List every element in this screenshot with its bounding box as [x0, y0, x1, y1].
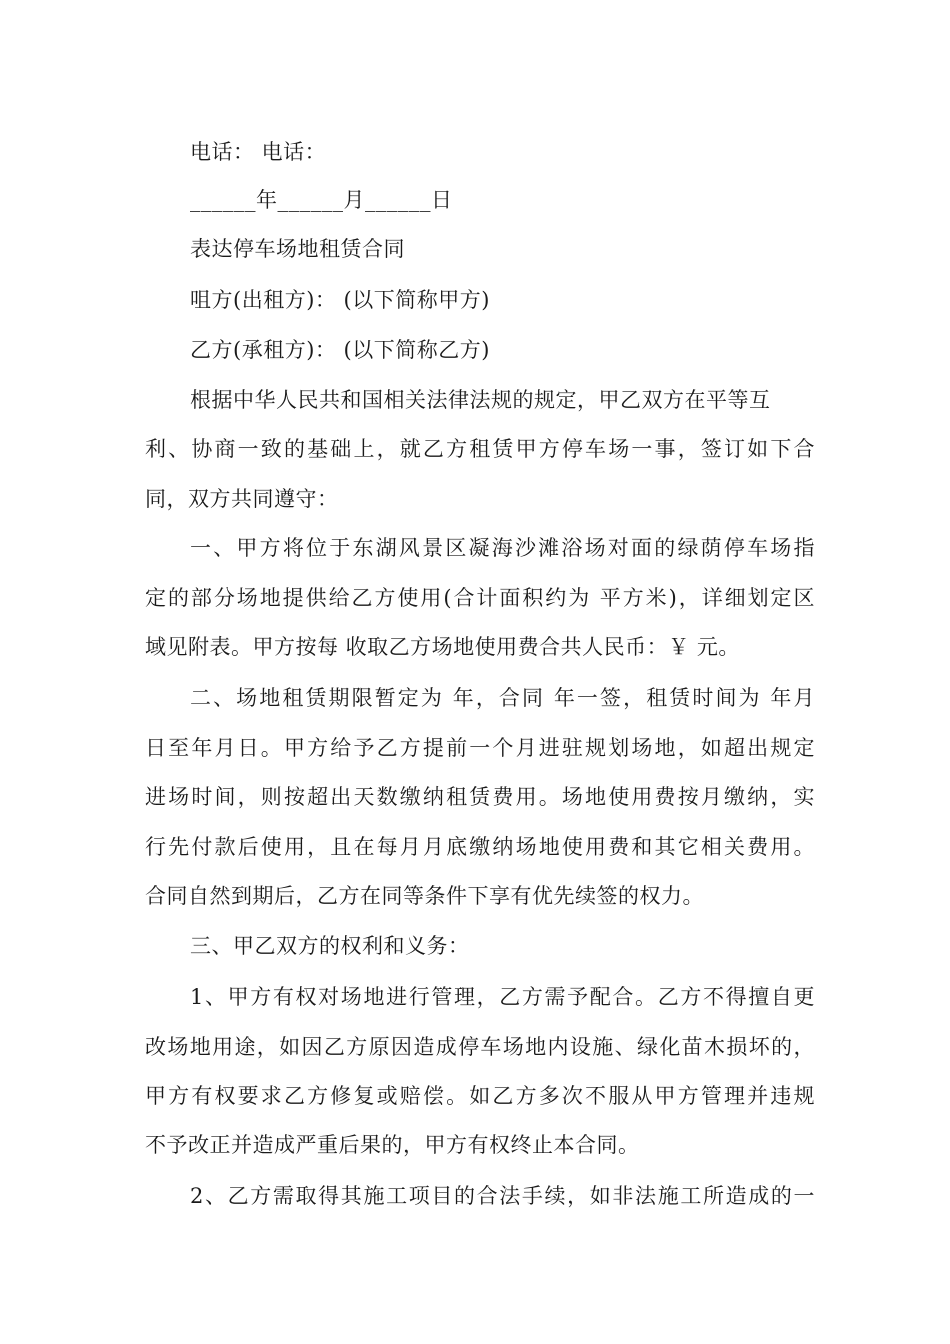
paragraph-line: 利、协商一致的基础上，就乙方租赁甲方停车场一事，签订如下合	[145, 437, 815, 461]
paragraph-line: 进场时间，则按超出天数缴纳租赁费用。场地使用费按月缴纳，实	[145, 785, 815, 809]
paragraph-line: 日至年月日。甲方给予乙方提前一个月进驻规划场地，如超出规定	[145, 736, 815, 760]
paragraph-line: 域见附表。甲方按每 收取乙方场地使用费合共人民币：￥ 元。	[145, 635, 740, 659]
paragraph-line: 改场地用途，如因乙方原因造成停车场地内设施、绿化苗木损坏的，	[145, 1035, 815, 1059]
phone-line: 电话： 电话：	[190, 140, 327, 164]
paragraph-line: 合同自然到期后，乙方在同等条件下享有优先续签的权力。	[145, 884, 704, 908]
paragraph-line: 行先付款后使用，且在每月月底缴纳场地使用费和其它相关费用。	[145, 835, 815, 859]
party-b-line: 乙方(承租方)： (以下简称乙方)	[190, 338, 490, 362]
date-line: ______年______月______日	[190, 188, 453, 212]
paragraph-line: 一、甲方将位于东湖风景区凝海沙滩浴场对面的绿荫停车场指	[190, 536, 815, 560]
paragraph-line: 1、甲方有权对场地进行管理，乙方需予配合。乙方不得擅自更	[190, 985, 815, 1009]
paragraph-line: 定的部分场地提供给乙方使用(合计面积约为 平方米)，详细划定区	[145, 586, 815, 610]
paragraph-line: 2、乙方需取得其施工项目的合法手续，如非法施工所造成的一	[190, 1184, 815, 1208]
paragraph-line: 不予改正并造成严重后果的，甲方有权终止本合同。	[145, 1133, 640, 1157]
contract-title: 表达停车场地租赁合同	[190, 237, 405, 261]
section-heading: 三、甲乙双方的权利和义务：	[190, 934, 470, 958]
paragraph-line: 甲方有权要求乙方修复或赔偿。如乙方多次不服从甲方管理并违规	[145, 1084, 815, 1108]
paragraph-line: 根据中华人民共和国相关法律法规的规定，甲乙双方在平等互	[190, 388, 771, 412]
paragraph-line: 同，双方共同遵守：	[145, 487, 339, 511]
party-a-line: 咀方(出租方)： (以下简称甲方)	[190, 288, 490, 312]
paragraph-line: 二、场地租赁期限暂定为 年，合同 年一签，租赁时间为 年月	[190, 686, 815, 710]
